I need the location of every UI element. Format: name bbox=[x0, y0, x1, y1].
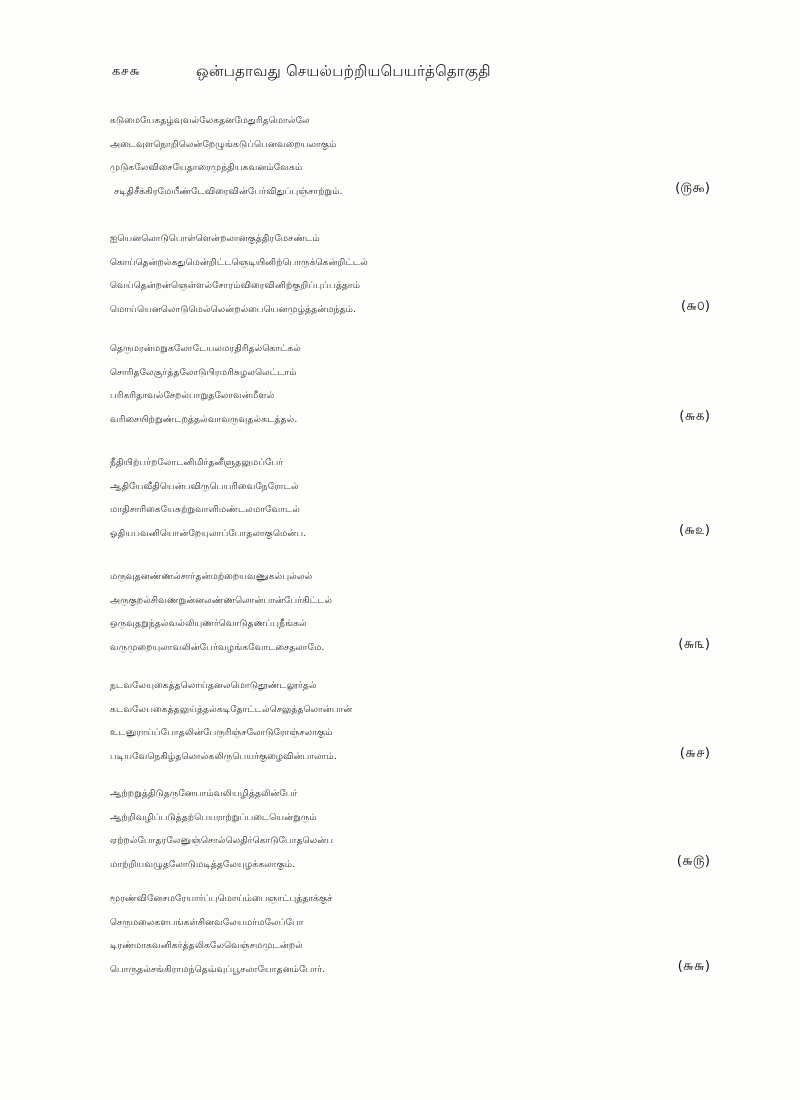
verse-stanza bbox=[110, 452, 720, 546]
verse-line: மொய்யெனலொடுமெல்லென்றல்பையெனமுழ்த்தன்மந்தம். bbox=[110, 304, 357, 315]
verse-line: பொருதல்சங்கிராமந்தெவ்வுப்பூசலாயோதனம்போர். bbox=[110, 964, 326, 975]
verse-number: (௬௦) bbox=[680, 298, 710, 314]
verse-line: கொய்தென்றல்கதுமென்றிட்டஞெடியினிற்பொருக்கென்றிட்டல் bbox=[110, 257, 368, 268]
verse-line: படியவேநெகிழ்தலொல்கலிருபெயர்குழைவின்பாலாம். bbox=[110, 751, 338, 762]
verse-line: மூரண்வினேசமரேயார்ப்புமொய்ம்பைஞாட்புத்தாக்குச் bbox=[110, 894, 333, 904]
verse-line: பரிகரிதாவல்சேறல்பாறுதலோவன்மீளல் bbox=[110, 391, 275, 401]
verse-line: அருகுறல்சிவணறுன்னலண்ணலொன்பான்பேர்கிட்டல் bbox=[110, 595, 333, 606]
verse-line: கடுமையேகதழ்வுவல்லேகதனமேதுரிதமொல்லே bbox=[110, 116, 310, 126]
verse-line: தெருமரன்மறுகலோடேயலமரதிரிதல்கொட்கல் bbox=[110, 344, 301, 354]
verse-line: ஏற்றல்போதரலேனுஞ்சொல்லெதிர்கொடுபோதலென்ப bbox=[110, 836, 334, 846]
verse-line: மருவுதனண்ணல்சார்தன்மற்றையவணுகல்புல்லல் bbox=[110, 572, 313, 582]
verse-stanza bbox=[110, 566, 720, 660]
verse-line: ஆற்றறுத்திடுதருனேயாம்வலியழித்தலின்பேர் bbox=[110, 789, 298, 799]
verse-number: (௬௩) bbox=[678, 636, 710, 652]
chapter-title: ஒன்பதாவது செயல்பற்றியபெயர்த்தொகுதி bbox=[196, 62, 491, 80]
verse-line: கடவலேபகைத்தலுய்த்தல்கடிதோட்டல்செலுத்தலொன்பான் bbox=[110, 704, 353, 715]
verse-number: (௬௫) bbox=[676, 853, 710, 869]
verse-line: சடிதிசீக்கிரமேயீண்டேவிரைவின்பேர்விதுப்புஞ்சாற்றும். bbox=[114, 186, 343, 197]
verse-line: ஒருவுதறுந்தல்வல்லியுணர்வொடுதணப்புநீங்கல் bbox=[110, 619, 307, 629]
verse-line: ஓதியபவனியொன்றேயுலாப்போதலாகுமென்ப. bbox=[110, 528, 307, 539]
verse-number: (௬௧) bbox=[679, 408, 710, 424]
verse-line: ஐயெனலொடுபொள்ளென்றலானகுத்திரமேசண்டம் bbox=[110, 234, 320, 244]
verse-stanza bbox=[110, 675, 720, 769]
verse-number: (௬௬) bbox=[677, 958, 710, 974]
verse-line: சொரிதலேசூர்த்தலோடுபிரமரிசுழலலெட்டாம் bbox=[110, 367, 297, 378]
verse-line: உடனுராய்ப்போதலின்பேருரிஞ்சலோடுரோஞ்சலாகும் bbox=[110, 728, 333, 738]
verse-stanza bbox=[110, 110, 720, 204]
verse-line: மாற்றியவழுதலோடுமடித்தலேயுழக்கலாகும். bbox=[110, 859, 296, 870]
verse-stanza bbox=[110, 228, 720, 322]
verse-line: செருமலைகளபங்கள்சினவலேயமர்மலேப்போ bbox=[110, 917, 304, 928]
verse-line: அடைவுளநொறிலென்றேழுங்கடுப்பெனவறையலாகும் bbox=[110, 139, 337, 150]
page-number: க௪௬ bbox=[112, 64, 141, 79]
verse-line: நடவலேயுகைத்தலொய்தனலமொடுதூண்டலூர்தல் bbox=[110, 681, 317, 691]
verse-stanza bbox=[110, 338, 720, 432]
verse-number: (௬௪) bbox=[679, 745, 710, 761]
verse-line: ஆற்றிவழிப்படுத்தற்பெயராற்றுப்படையென்றுரும் bbox=[110, 812, 317, 823]
verse-stanza bbox=[110, 888, 720, 982]
verse-number: (௬௨) bbox=[678, 522, 710, 538]
verse-line: மாதிசாரிகையேசுற்றுவாளிமண்டலமாவோடல் bbox=[110, 505, 301, 515]
verse-line: ஆதியேவீதியென்பவிருபெயரிவைநேரோடல் bbox=[110, 481, 299, 492]
verse-line: டிரண்மாகவனிகர்த்தலிகலேவெஞ்சமமுடன்றல் bbox=[110, 941, 303, 951]
verse-number: (௫௯) bbox=[675, 180, 710, 196]
verse-line: முடுகலேவிசையேதாரைமுந்தியகவனம்வேகம் bbox=[110, 163, 303, 173]
verse-line: நீதியிற்பர்றலோடனிமிர்தனீளுதலுமப்பேர் bbox=[110, 458, 284, 468]
verse-stanza bbox=[110, 783, 720, 877]
verse-line: வெய்தென்றன்ஞெள்ளல்சோரம்விரைவினிற்குறிப்புப்பத்தாம் bbox=[110, 281, 361, 291]
verse-line: வருமுறையுலாவலின்பேர்வழங்கவோடசைதலாமே. bbox=[110, 642, 325, 653]
page-header bbox=[112, 62, 672, 88]
verse-line: வரிசையிற்றுண்டறத்தல்வாவருவுதல்கடத்தல். bbox=[110, 414, 298, 425]
